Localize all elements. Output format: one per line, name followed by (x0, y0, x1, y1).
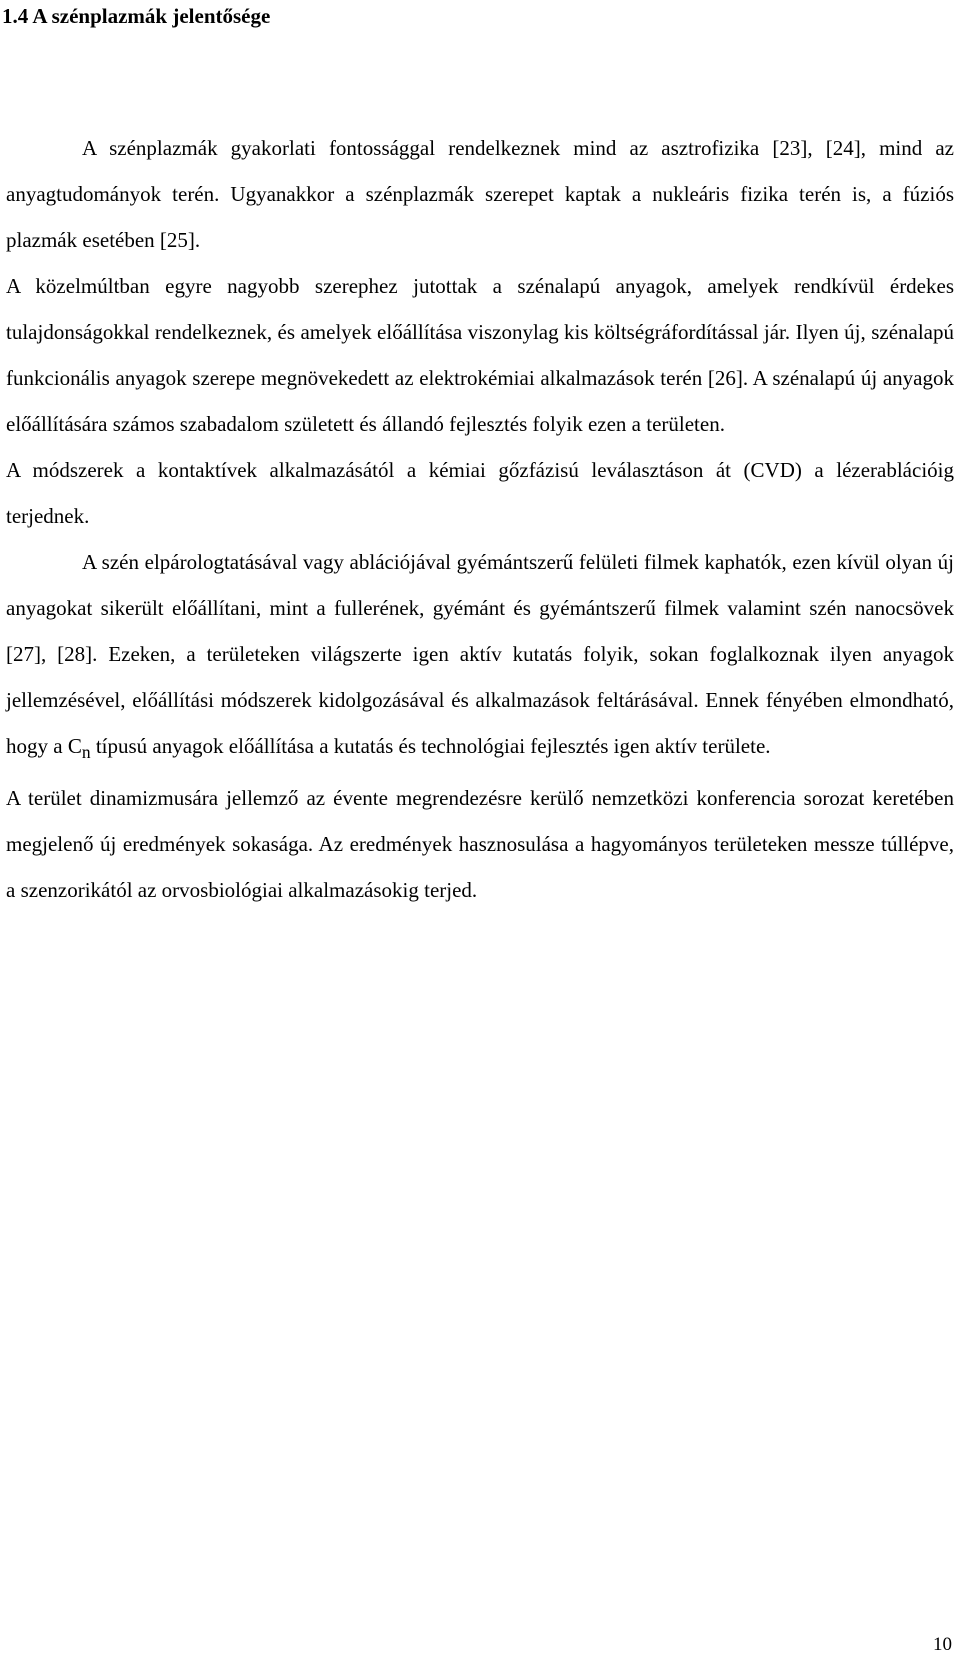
section-heading: 1.4 A szénplazmák jelentősége (2, 4, 271, 28)
paragraph-carbon-materials: A közelmúltban egyre nagyobb szerephez jutottak a szénalapú anyagok, amelyek rendkívül érdekes tulajdonságokkal rendelkeznek, és amelyek előállítása viszonylag kis költségráfordítással jár. Ilyen új, szénalapú funkcionális anyagok szerepe megnövekedett az elektrokémiai alkalmazások terén [26]. A szénalapú új anyagok előállítására számos szabadalom született és állandó fejlesztés folyik ezen a területen. (6, 274, 954, 436)
paragraph-dynamics: A terület dinamizmusára jellemző az évente megrendezésre kerülő nemzetközi konferencia sorozat keretében megjelenő új eredmények sokasága. Az eredmények hasznosulása a hagyományos területeken messze túllépve, a szenzorikától az orvosbiológiai alkalmazásokig terjed. (6, 786, 954, 903)
paragraph-methods: A módszerek a kontaktívek alkalmazásától a kémiai gőzfázisú leválasztáson át (CVD) a lézerablációig terjednek. (6, 458, 954, 528)
paragraph-ablation (6, 539, 954, 775)
paragraph-ablation-text-end: típusú anyagok előállítása a kutatás és technológiai fejlesztés igen aktív területe. (90, 734, 771, 758)
paragraph-ablation-text-start: A szén elpárologtatásával vagy ablációjával gyémántszerű felületi filmek kaphatók, ezen kívül olyan új anyagokat sikerült előállítani, mint a fullerének, gyémánt és gyémántszerű filmek valamint szén nanocsövek [27], [28]. Ezeken, a területeken világszerte igen aktív kutatás folyik, sokan foglalkoznak ilyen anyagok jellemzésével, előállítási módszerek kidolgozásával és alkalmazások feltárásával. Ennek fényében elmondható, hogy a C (6, 550, 954, 758)
subscript-n: n (81, 742, 91, 763)
page-number: 10 (933, 1634, 952, 1655)
paragraph-intro: A szénplazmák gyakorlati fontossággal rendelkeznek mind az asztrofizika [23], [24], mind az anyagtudományok terén. Ugyanakkor a szénplazmák szerepet kaptak a nukleáris fizika terén is, a fúziós plazmák esetében [25]. (6, 136, 954, 252)
body-text (6, 125, 954, 913)
